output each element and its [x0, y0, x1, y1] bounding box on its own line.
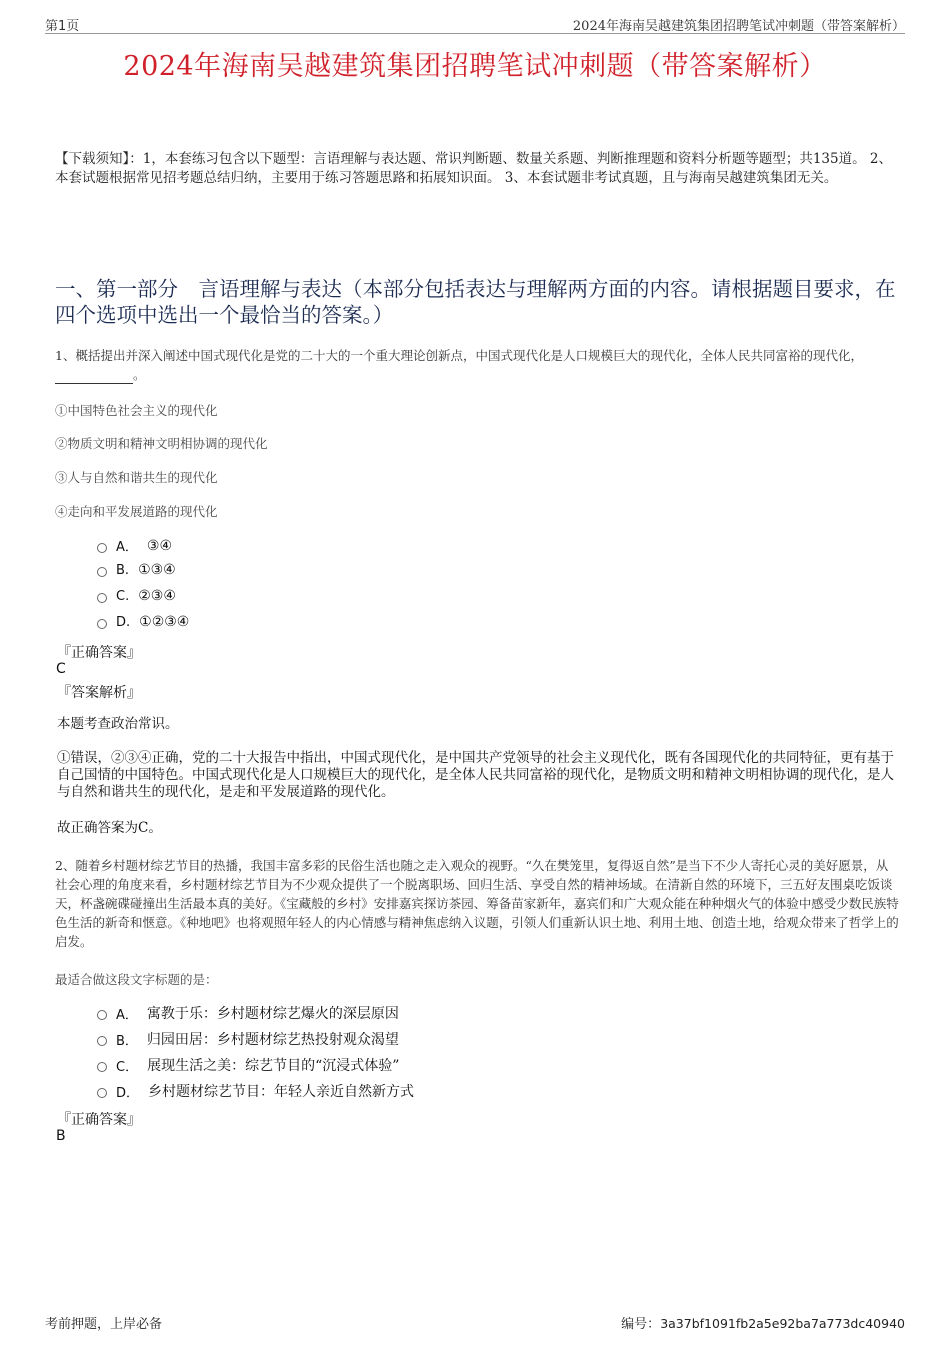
- question-1-option-a[interactable]: A． ③④: [97, 536, 172, 555]
- radio-icon[interactable]: [97, 543, 107, 553]
- radio-icon[interactable]: [97, 567, 107, 577]
- radio-icon[interactable]: [97, 619, 107, 629]
- radio-icon[interactable]: [97, 1036, 107, 1046]
- radio-icon[interactable]: [97, 1088, 107, 1098]
- question-1-analysis-line: 本题考查政治常识。: [57, 716, 179, 732]
- question-1-option-d[interactable]: D. ①②③④: [97, 614, 189, 630]
- question-2-option-c[interactable]: C． 展现生活之美：综艺节目的“沉浸式体验”: [97, 1055, 399, 1075]
- question-1-analysis-label: 『答案解析』: [57, 685, 141, 701]
- question-2-option-a[interactable]: A． 寓教于乐：乡村题材综艺爆火的深层原因: [97, 1003, 399, 1023]
- page-header: [45, 15, 905, 34]
- radio-icon[interactable]: [97, 1062, 107, 1072]
- question-2-text: 2、随着乡村题材综艺节目的热播，我国丰富多彩的民俗生活也随之走入观众的视野。“久在樊笼里，复得返自然”是当下不少人寄托心灵的美好愿景，从社会心理的角度来看，乡村题材综艺节目为不少观众提供了一个脱离职场、回归生活、享受自然的精神场域。在清新自然的环境下，三五好友围桌吃饭谈天，杯盏碗碟碰撞出生活最本真的美好。《宝藏般的乡村》安排嘉宾探访茶园、筹备苗家新年，嘉宾们和广大观众能在种种烟火气的体验中感受少数民族特色生活的新奇和惬意。《种地吧》也将观照年轻人的内心情感与精神焦虑纳入议题，引领人们重新认识土地、利用土地、创造土地，给观众带来了哲学上的启发。: [55, 858, 899, 949]
- page-number: 第1页: [45, 19, 80, 34]
- question-2-prompt: 最适合做这段文字标题的是：: [55, 972, 218, 987]
- document-id: 编号：3a37bf1091fb2a5e92ba7a773dc40940: [621, 1316, 905, 1332]
- question-1-text: 1、概括提出并深入阐述中国式现代化是党的二十大的一个重大理论创新点，中国式现代化是人口规模巨大的现代化，全体人民共同富裕的现代化，。: [55, 348, 863, 382]
- question-2-answer: B: [56, 1128, 66, 1144]
- question-1-option-b[interactable]: B. ①③④: [97, 562, 176, 578]
- header-doc-title: 2024年海南吴越建筑集团招聘笔试冲刺题（带答案解析）: [572, 19, 905, 34]
- question-1-statement: ③人与自然和谐共生的现代化: [55, 470, 218, 485]
- question-1-statement: ②物质文明和精神文明相协调的现代化: [55, 436, 268, 451]
- question-1-option-c[interactable]: C. ②③④: [97, 588, 176, 604]
- question-1-answer: C: [56, 661, 66, 677]
- document-title: 2024年海南吴越建筑集团招聘笔试冲刺题（带答案解析）: [123, 51, 827, 82]
- footer-slogan: 考前押题，上岸必备: [45, 1317, 163, 1332]
- question-2-option-b[interactable]: B． 归园田居：乡村题材综艺热投射观众渴望: [97, 1029, 399, 1049]
- download-notice: 【下载须知】：1，本套练习包含以下题型：言语理解与表达题、常识判断题、数量关系题、判断推理题和资料分析题等题型；共135道。 2、本套试题根据常见招考题总结归纳，主要用于练习答题思路和拓展知识面。 3、本套试题非考试真题，且与海南吴越建筑集团无关。: [55, 151, 892, 186]
- section-heading: 一、第一部分 言语理解与表达（本部分包括表达与理解两方面的内容。请根据题目要求，在四个选项中选出一个最恰当的答案。）: [55, 277, 896, 327]
- radio-icon[interactable]: [97, 1010, 107, 1020]
- radio-icon[interactable]: [97, 593, 107, 603]
- question-1-analysis-line: 故正确答案为C。: [57, 820, 162, 836]
- question-1-analysis-line: ①错误，②③④正确，党的二十大报告中指出，中国式现代化，是中国共产党领导的社会主义现代化，既有各国现代化的共同特征，更有基于自己国情的中国特色。中国式现代化是人口规模巨大的现代化，是全体人民共同富裕的现代化，是物质文明和精神文明相协调的现代化，是人与自然和谐共生的现代化，是走和平发展道路的现代化。: [57, 750, 894, 800]
- question-1-statement: ①中国特色社会主义的现代化: [55, 403, 218, 418]
- answer-blank: [55, 371, 133, 384]
- question-2-answer-label: 『正确答案』: [57, 1112, 141, 1128]
- question-1-answer-label: 『正确答案』: [57, 645, 141, 661]
- question-1-statement: ④走向和平发展道路的现代化: [55, 504, 218, 519]
- question-2-option-d[interactable]: D． 乡村题材综艺节目：年轻人亲近自然新方式: [97, 1081, 414, 1101]
